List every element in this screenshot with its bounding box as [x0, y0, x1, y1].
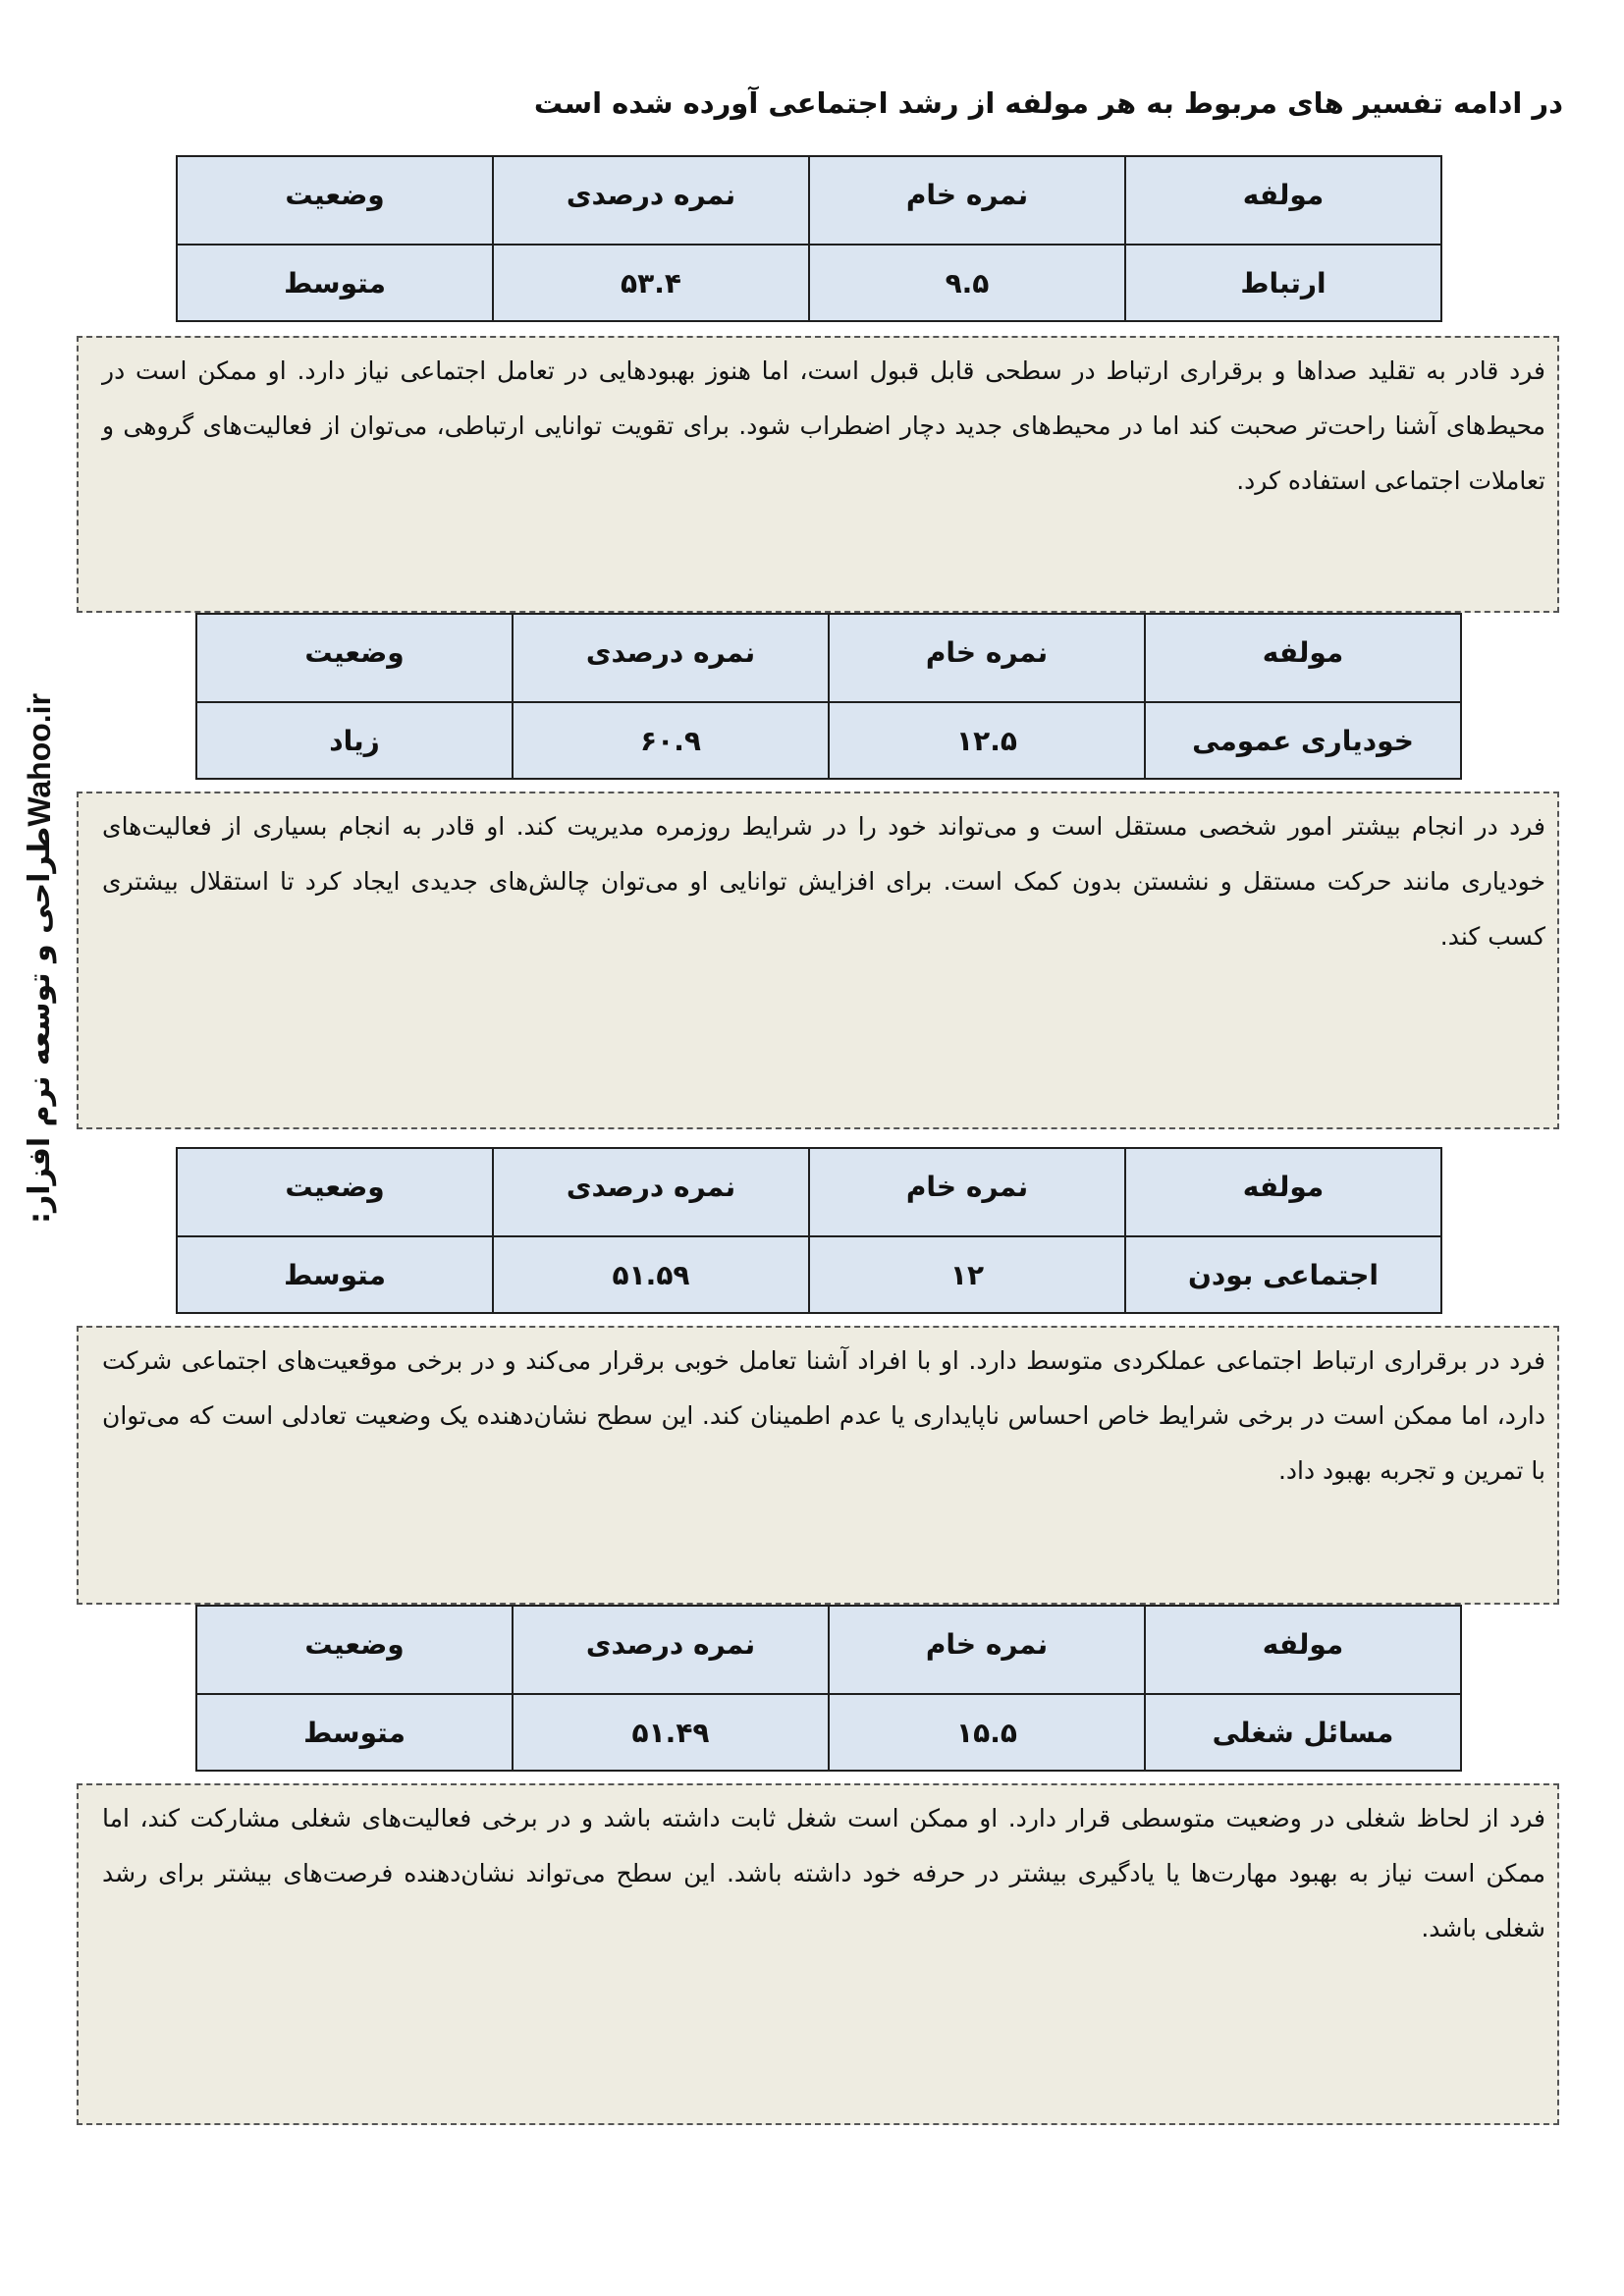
score-table	[195, 1605, 1462, 1772]
raw-score: ۱۲.۵	[829, 702, 1145, 779]
header-raw-score: نمره خام	[809, 156, 1125, 245]
raw-score: ۹.۵	[809, 245, 1125, 321]
component-name: ارتباط	[1125, 245, 1441, 321]
status-value: متوسط	[177, 245, 493, 321]
status-value: متوسط	[196, 1694, 513, 1771]
percent-score: ۵۱.۴۹	[513, 1694, 829, 1771]
header-status: وضعیت	[196, 614, 513, 702]
percent-score: ۶۰.۹	[513, 702, 829, 779]
raw-score: ۱۵.۵	[829, 1694, 1145, 1771]
header-percent-score: نمره درصدی	[493, 156, 809, 245]
status-value: زیاد	[196, 702, 513, 779]
side-credit	[10, 692, 69, 1225]
side-credit-brand: Wahoo.ir	[21, 692, 57, 827]
header-status: وضعیت	[196, 1606, 513, 1694]
header-raw-score: نمره خام	[809, 1148, 1125, 1236]
header-component: مولفه	[1145, 1606, 1461, 1694]
header-percent-score: نمره درصدی	[493, 1148, 809, 1236]
score-table	[176, 1147, 1442, 1314]
header-status: وضعیت	[177, 156, 493, 245]
description-box: فرد در انجام بیشتر امور شخصی مستقل است و می‌تواند خود را در شرایط روزمره مدیریت کند. او قادر به انجام بسیاری از فعالیت‌های خودیاری مانند حرکت مستقل و نشستن بدون کمک است. برای افزایش توانایی او می‌توان چالش‌های جدیدی ایجاد کرد تا استقلال بیشتری کسب کند.	[77, 792, 1559, 1129]
header-component: مولفه	[1125, 1148, 1441, 1236]
raw-score: ۱۲	[809, 1236, 1125, 1313]
header-status: وضعیت	[177, 1148, 493, 1236]
percent-score: ۵۱.۵۹	[493, 1236, 809, 1313]
intro-heading: در ادامه تفسیر های مربوط به هر مولفه از رشد اجتماعی آورده شده است	[533, 86, 1563, 120]
header-percent-score: نمره درصدی	[513, 1606, 829, 1694]
percent-score: ۵۳.۴	[493, 245, 809, 321]
score-table	[176, 155, 1442, 322]
header-percent-score: نمره درصدی	[513, 614, 829, 702]
score-table	[195, 613, 1462, 780]
component-name: خودیاری عمومی	[1145, 702, 1461, 779]
header-component: مولفه	[1125, 156, 1441, 245]
header-raw-score: نمره خام	[829, 614, 1145, 702]
component-name: اجتماعی بودن	[1125, 1236, 1441, 1313]
description-box: فرد قادر به تقلید صداها و برقراری ارتباط در سطحی قابل قبول است، اما هنوز بهبودهایی در تعامل اجتماعی نیاز دارد. او ممکن است در محیط‌های آشنا راحت‌تر صحبت کند اما در محیط‌های جدید دچار اضطراب شود. برای تقویت توانایی ارتباطی، می‌توان از فعالیت‌های گروهی و تعاملات اجتماعی استفاده کرد.	[77, 336, 1559, 613]
description-box: فرد در برقراری ارتباط اجتماعی عملکردی متوسط دارد. او با افراد آشنا تعامل خوبی برقرار می‌کند و در برخی موقعیت‌های اجتماعی شرکت دارد، اما ممکن است در برخی شرایط خاص احساس ناپایداری یا عدم اطمینان کند. این سطح نشان‌دهنده یک وضعیت تعادلی است که می‌توان با تمرین و تجربه بهبود داد.	[77, 1326, 1559, 1605]
component-name: مسائل شغلی	[1145, 1694, 1461, 1771]
description-box: فرد از لحاظ شغلی در وضعیت متوسطی قرار دارد. او ممکن است شغل ثابت داشته باشد و در برخی فعالیت‌های شغلی مشارکت کند، اما ممکن است نیاز به بهبود مهارت‌ها یا یادگیری بیشتر در حرفه خود داشته باشد. این سطح می‌تواند نشان‌دهنده فرصت‌های بیشتر برای رشد شغلی باشد.	[77, 1783, 1559, 2125]
header-component: مولفه	[1145, 614, 1461, 702]
side-credit-label: طراحی و توسعه نرم افزار:	[22, 826, 57, 1225]
status-value: متوسط	[177, 1236, 493, 1313]
header-raw-score: نمره خام	[829, 1606, 1145, 1694]
